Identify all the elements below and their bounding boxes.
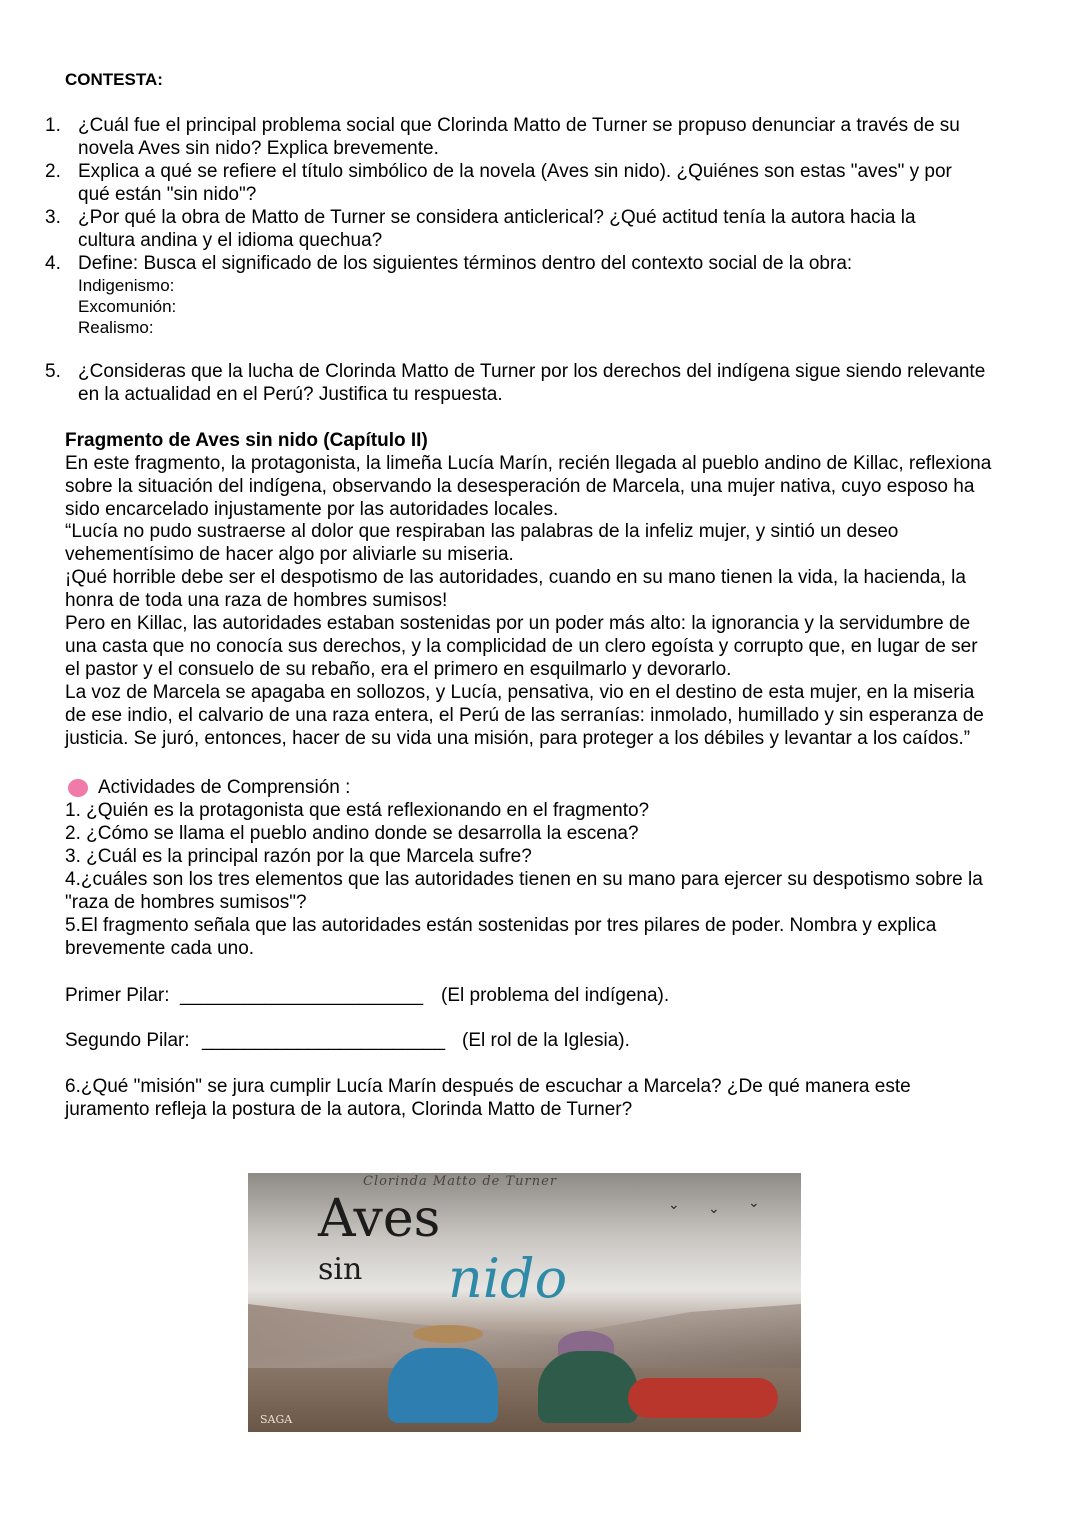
fragment-line: justicia. Se juró, entonces, hacer de su vida una misión, para proteger a los débiles y levantar a los caídos.” [65,728,971,749]
pillar-1-label: Primer Pilar: [65,985,170,1006]
fragment-line: En este fragmento, la protagonista, la limeña Lucía Marín, recién llegada al pueblo andino de Killac, reflexiona [65,453,992,474]
question-text: qué están "sin nido"? [78,184,257,205]
term-label: Excomunión: [78,297,177,316]
activity-line: 5.El fragmento señala que las autoridades están sostenidas por tres pilares de poder. Nombra y explica [65,915,937,936]
fragment-line: el pastor y el consuelo de su rebaño, era el primero en esquilmarlo y devorarlo. [65,659,732,680]
question-text: ¿Cuál fue el principal problema social que Clorinda Matto de Turner se propuso denunciar a través de su [78,115,960,136]
pillar-2-hint: (El rol de la Iglesia). [462,1030,630,1051]
fragment-line: honra de toda una raza de hombres sumisos! [65,590,448,611]
activity-line: 2. ¿Cómo se llama el pueblo andino donde se desarrolla la escena? [65,823,639,844]
term-label: Realismo: [78,318,154,337]
section-heading: CONTESTA: [65,70,163,89]
blanket [628,1378,778,1418]
cover-author: Clorinda Matto de Turner [363,1174,558,1189]
fragment-line: ¡Qué horrible debe ser el despotismo de las autoridades, cuando en su mano tienen la vida, la hacienda, la [65,567,966,588]
activity-line: 6.¿Qué "misión" se jura cumplir Lucía Marín después de escuchar a Marcela? ¿De qué manera este [65,1076,911,1097]
fragment-line: “Lucía no pudo sustraerse al dolor que respiraban las palabras de la infeliz mujer, y sintió un deseo [65,521,899,542]
fragment-line: vehementísimo de hacer algo por aliviarle su miseria. [65,544,514,565]
bird-icon: ⌄ [748,1194,760,1210]
fragment-line: de ese indio, el calvario de una raza entera, el Perú de las serranías: inmolado, humillado y sin esperanza de [65,705,984,726]
pillar-2-blank[interactable]: _______________________ [202,1030,446,1051]
question-text: ¿Consideras que la lucha de Clorinda Matto de Turner por los derechos del indígena sigue siendo relevante [78,361,986,382]
activity-line: 1. ¿Quién es la protagonista que está reflexionando en el fragmento? [65,800,650,821]
book-cover-image [248,1173,801,1432]
brain-icon [68,779,88,797]
bird-icon: ⌄ [708,1200,720,1216]
question-number: 4. [45,253,61,274]
activity-line: brevemente cada uno. [65,938,255,959]
pillar-2-label: Segundo Pilar: [65,1030,190,1051]
question-text: ¿Por qué la obra de Matto de Turner se considera anticlerical? ¿Qué actitud tenía la autora hacia la [78,207,916,228]
term-label: Indigenismo: [78,276,175,295]
fragment-title: Fragmento de Aves sin nido (Capítulo II) [65,430,428,451]
activity-line: juramento refleja la postura de la autora, Clorinda Matto de Turner? [65,1099,633,1120]
question-text: cultura andina y el idioma quechua? [78,230,383,251]
fragment-line: sobre la situación del indígena, observando la desesperación de Marcela, una mujer nativa, cuyo esposo ha [65,476,975,497]
activity-line: 3. ¿Cuál es la principal razón por la que Marcela sufre? [65,846,532,867]
fragment-line: una casta que no conocía sus derechos, y la complicidad de un clero egoísta y corrupto que, en lugar de ser [65,636,978,657]
child-figure [388,1348,498,1423]
activities-title: Actividades de Comprensión : [98,777,351,798]
question-text: en la actualidad en el Perú? Justifica tu respuesta. [78,384,503,405]
pillar-1-blank[interactable]: _______________________ [180,985,424,1006]
question-number: 3. [45,207,61,228]
question-text: Define: Busca el significado de los siguientes términos dentro del contexto social de la obra: [78,253,853,274]
question-text: novela Aves sin nido? Explica brevemente. [78,138,439,159]
pillar-1-hint: (El problema del indígena). [441,985,670,1006]
cover-title-sin: sin [318,1252,363,1287]
fragment-line: Pero en Killac, las autoridades estaban sostenidas por un poder más alto: la ignorancia y la servidumbre de [65,613,971,634]
question-number: 5. [45,361,61,382]
fragment-line: sido encarcelado injustamente por las autoridades locales. [65,499,559,520]
cover-title-aves: Aves [318,1189,441,1249]
activity-line: 4.¿cuáles son los tres elementos que las autoridades tienen en su mano para ejercer su despotismo sobre la [65,869,983,890]
child-figure [538,1351,638,1423]
question-number: 1. [45,115,61,136]
publisher-logo: SAGA [260,1413,293,1426]
question-text: Explica a qué se refiere el título simbólico de la novela (Aves sin nido). ¿Quiénes son estas "aves" y por [78,161,952,182]
cover-title-nido: nido [448,1247,568,1310]
question-number: 2. [45,161,61,182]
bird-icon: ⌄ [668,1196,680,1212]
fragment-line: La voz de Marcela se apagaba en sollozos, y Lucía, pensativa, vio en el destino de esta mujer, en la miseria [65,682,975,703]
activity-line: "raza de hombres sumisos"? [65,892,307,913]
child-hat [413,1325,483,1343]
